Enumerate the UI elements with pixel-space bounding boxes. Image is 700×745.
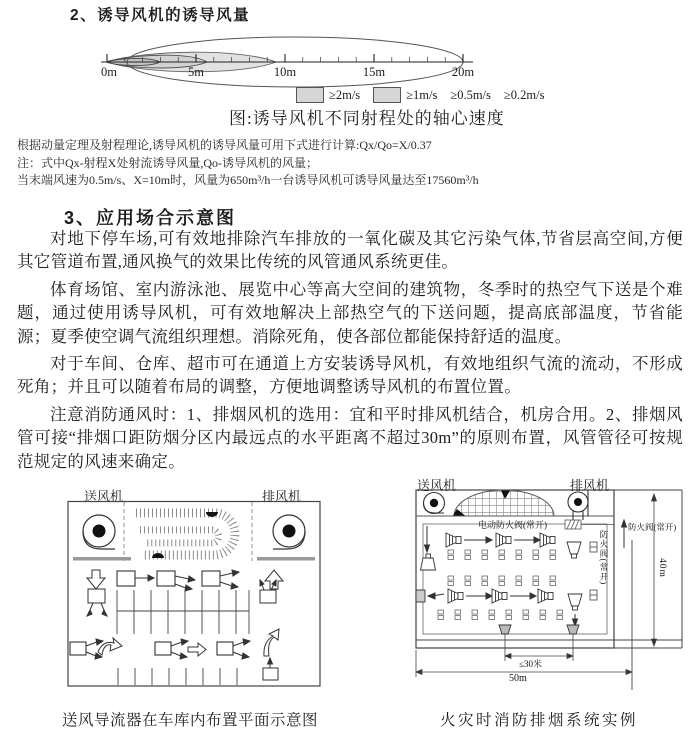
paragraph: 对地下停车场,可有效地排除汽车排放的一氧化碳及其它污染气体,节省层高空间,方便其它管道布置,通风换气的效果比传统的风管通风系统更佳。: [17, 229, 683, 272]
wall-speaker: [499, 625, 511, 634]
dcone-arrow: [573, 614, 578, 626]
supply-down-arrow: [425, 526, 430, 552]
legend-swatch: [373, 87, 401, 103]
section2-title: 2、诱导风机的诱导风量: [70, 7, 251, 24]
body-paragraphs: [17, 227, 683, 477]
fire-damper-side-label: 防火阀(常开): [599, 530, 609, 586]
tick-label-5m: 5m: [188, 65, 204, 79]
supply-fan-symbol: [424, 493, 445, 514]
dim-40m: [652, 494, 657, 646]
tick-label-20m: 20m: [451, 65, 475, 79]
supply-fan-label: 送风机: [84, 489, 124, 504]
velocity-legend: [296, 87, 544, 103]
paragraph: 对于车间、仓库、超市可在通道上方安装诱导风机，有效地组织气流的流动，不形成死角；并且可以随着布局的调整，方便地调整诱导风机的布置位置。: [17, 354, 683, 397]
exhaust-fan-symbol: [568, 490, 588, 520]
dim-30m-label: ≤30米: [519, 659, 542, 669]
legend-label: ≥1m/s: [406, 87, 438, 102]
supply-fan-symbol: [83, 515, 115, 549]
tick-label-15m: 15m: [362, 65, 386, 79]
paragraph: 体育场馆、室内游泳池、展览中心等高大空间的建筑物，冬季时的热空气下送是个难题，通过使用诱导风机，可有效地解决上部热空气的下送问题，提高底部温度，节省能源；夏季使空调气流组织理想。消除死角，使各部位都能保持舒适的温度。: [17, 279, 683, 346]
dim-40m-label: 40m: [657, 558, 667, 578]
legend-item: [450, 88, 491, 103]
sprinkler-row3: [438, 610, 563, 620]
flow-blob: [152, 553, 164, 558]
note-line: 根据动量定理及射程理论,诱导风机的诱导风量可用下式进行计算:Qx/Qo=X/0.37: [17, 138, 432, 152]
figure-garage-plan: [66, 486, 322, 688]
formula-notes: [17, 137, 479, 190]
up-arrow: [265, 570, 283, 589]
electric-damper-symbol: [565, 520, 581, 529]
parking-grid-lower: [118, 668, 237, 685]
exhaust-fan-label: 排风机: [570, 478, 610, 493]
sprinkler-row2: [448, 576, 556, 586]
legend-label: ≥2m/s: [329, 87, 361, 102]
legend-item: [504, 88, 545, 103]
electric-fire-damper-label: 电动防火阀(常开): [478, 520, 547, 530]
curved-up-arrow: [264, 629, 279, 656]
fire-damper-right-label: 防火阀(常开): [628, 522, 677, 532]
wall-damper-boxes: [590, 542, 597, 600]
smoke-exhaust-drawing: [402, 474, 694, 706]
legend-label: ≥0.5m/s: [450, 87, 491, 102]
jet-arrows-row2: [428, 593, 536, 599]
legend-swatch: [296, 87, 324, 103]
dim-50m-label: 50m: [509, 673, 527, 684]
note-line: 当末端风速为0.5m/s、X=10m时，风量为650m³/h一台诱导风机可诱导风量达至17560m³/h: [17, 173, 479, 187]
figure-smoke-exhaust: [402, 474, 694, 706]
induction-diffuser-boxes: [117, 571, 220, 586]
exhaust-fan-label: 排风机: [262, 489, 302, 504]
tick-label-10m: 10m: [273, 65, 297, 79]
sprinkler-row1: [448, 550, 556, 560]
supply-fan-label: 送风机: [417, 478, 457, 493]
induction-diffuser-row2: [70, 642, 233, 655]
down-arrow: [87, 570, 105, 589]
corner-box-upper: [260, 580, 276, 603]
legend-label: ≥0.2m/s: [503, 87, 545, 102]
parking-grid-upper: [117, 590, 249, 634]
jet-throw-diagram: [95, 26, 485, 92]
legend-item: [296, 87, 360, 103]
figure-right-caption: 火灾时消防排烟系统实例: [440, 712, 639, 729]
figure-left-caption: 送风导流器在车库内布置平面示意图: [62, 712, 319, 729]
airflow-hatch: [136, 513, 235, 555]
damper-up-arrow: [622, 520, 627, 548]
wall-supply-box: [416, 590, 425, 602]
corner-box-lower: [263, 658, 278, 680]
section3-title: 3、应用场合示意图: [64, 208, 237, 228]
jet-diagram-caption: 图:诱导风机不同射程处的轴心速度: [229, 109, 505, 128]
garage-plan-drawing: [66, 500, 322, 688]
note-line: 注：式中Qx-射程X处射流诱导风量,Qo-诱导风机的风量；: [17, 155, 318, 170]
exhaust-fan-symbol: [273, 515, 305, 549]
right-arrow: [188, 643, 206, 656]
legend-item: [373, 87, 437, 103]
wall-speaker: [567, 625, 579, 634]
tick-label-0m: 0m: [101, 65, 117, 79]
diffuser-arrows: [135, 570, 239, 591]
box-with-legs: [87, 589, 107, 616]
paragraph: 注意消防通风时：1、排烟风机的选用：宜和平时排风机结合，机房合用。2、排烟风管可接“排烟口距防烟分区内最远点的水平距离不超过30m”的原则布置，风管管径可按规范规定的风速来确定。: [17, 404, 683, 471]
